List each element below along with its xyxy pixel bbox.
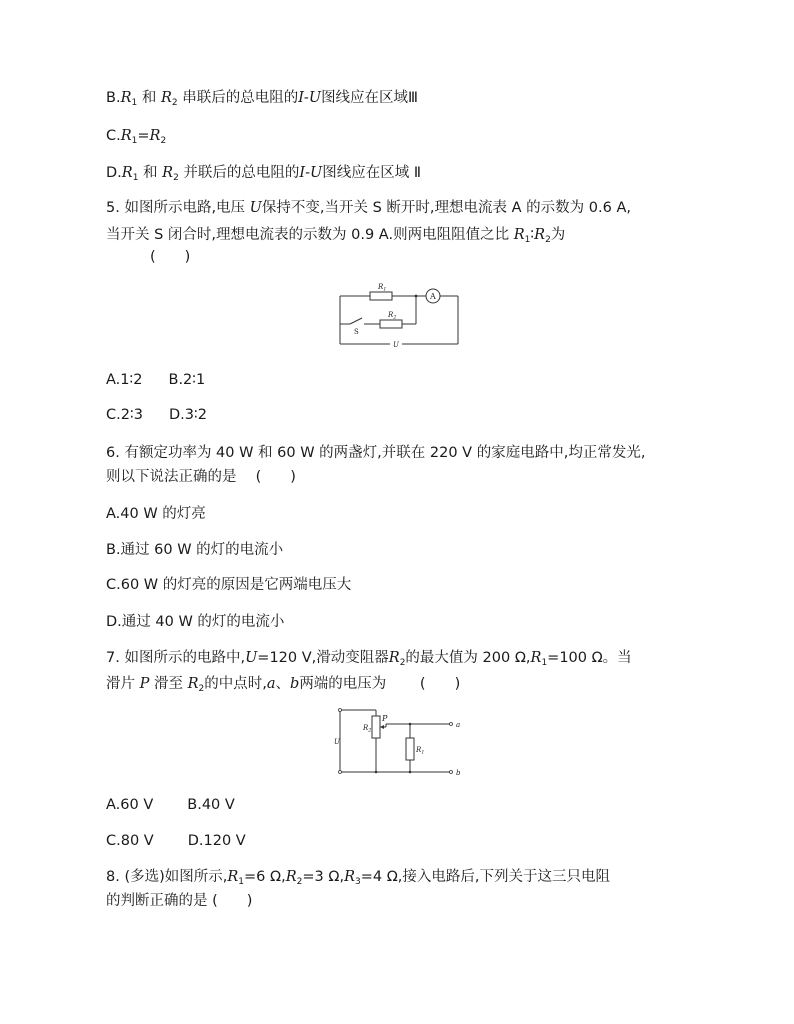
text: 8. (多选)如图所示, bbox=[106, 869, 228, 885]
text: 图线应在区域 Ⅱ bbox=[322, 165, 422, 181]
text: =100 Ω。当 bbox=[547, 650, 632, 666]
sub-1: 1 bbox=[541, 658, 548, 668]
option-d-prev bbox=[106, 163, 421, 188]
ratio: ∶ bbox=[530, 227, 535, 243]
sub-2: 2 bbox=[160, 136, 167, 146]
text: 和 bbox=[143, 165, 158, 181]
text: 两端的电压为 ( ) bbox=[299, 676, 461, 692]
r2-sub: 2 bbox=[368, 727, 372, 734]
symbol-r2: R bbox=[285, 869, 297, 885]
text: A.40 W 的灯亮 bbox=[106, 506, 206, 522]
q7-option-b: B.40 V bbox=[187, 797, 235, 813]
sub-1: 1 bbox=[524, 235, 531, 245]
q6-line1 bbox=[106, 443, 645, 463]
r1-label: R bbox=[416, 746, 422, 754]
sub-2: 2 bbox=[173, 173, 179, 183]
r1-sub: 1 bbox=[421, 749, 425, 756]
q7-option-d: D.120 V bbox=[187, 833, 246, 849]
circuit-diagram bbox=[330, 704, 466, 780]
symbol-u: U bbox=[249, 200, 262, 216]
option-label: B. bbox=[106, 90, 121, 106]
q6-option-d bbox=[106, 612, 284, 632]
text: =4 Ω,接入电路后,下列关于这三只电阻 bbox=[360, 869, 610, 885]
sub-1: 1 bbox=[131, 136, 138, 146]
symbol-r3: R bbox=[344, 869, 355, 885]
q8-line1 bbox=[106, 867, 610, 892]
text: 图线应在区域Ⅲ bbox=[321, 90, 419, 106]
circuit-diagram bbox=[330, 278, 466, 354]
terminal-b: b bbox=[456, 769, 461, 777]
q6-option-c bbox=[106, 575, 351, 595]
iu-symbol: I-U bbox=[299, 165, 323, 181]
voltage-label: U bbox=[334, 738, 340, 746]
q7-option-a: A.60 V bbox=[106, 797, 154, 813]
iu-symbol: I-U bbox=[298, 90, 322, 106]
sub-2: 2 bbox=[545, 235, 551, 245]
ammeter-label: A bbox=[430, 292, 436, 301]
q7-options-row1 bbox=[106, 795, 235, 815]
q7-options-row2 bbox=[106, 831, 246, 851]
q7-circuit-figure bbox=[330, 704, 466, 780]
symbol-r2: R bbox=[149, 128, 161, 144]
symbol-r1: R bbox=[121, 165, 133, 181]
text: 7. 如图所示的电路中, bbox=[106, 650, 246, 666]
sub-3: 3 bbox=[354, 877, 361, 887]
q6-option-b bbox=[106, 540, 283, 560]
text: =6 Ω, bbox=[244, 869, 286, 885]
q8-line2 bbox=[106, 891, 252, 911]
text: =3 Ω, bbox=[302, 869, 345, 885]
svg-text:R1 bbox=[415, 746, 424, 756]
symbol-r1: R bbox=[120, 128, 132, 144]
text: =120 V,滑动变阻器 bbox=[257, 650, 389, 666]
option-b-prev bbox=[106, 88, 418, 113]
symbol-r1: R bbox=[530, 650, 542, 666]
symbol-a: a bbox=[266, 676, 276, 692]
sub-2: 2 bbox=[296, 877, 303, 887]
svg-text:R1 bbox=[377, 283, 386, 293]
sub-2: 2 bbox=[198, 684, 205, 694]
text: 滑片 bbox=[106, 676, 135, 692]
svg-text:R2 bbox=[387, 311, 396, 321]
r1-sub: 1 bbox=[383, 286, 387, 293]
slider-label: P bbox=[382, 714, 388, 723]
option-label: C. bbox=[106, 128, 121, 144]
q7-option-c: C.80 V bbox=[106, 833, 154, 849]
q6-option-a bbox=[106, 504, 206, 524]
sub-2: 2 bbox=[171, 98, 178, 108]
text: 6. 有额定功率为 40 W 和 60 W 的两盏灯,并联在 220 V 的家庭电路中,均正常发光, bbox=[106, 445, 646, 461]
r1-label: R bbox=[378, 283, 384, 291]
sub-1: 1 bbox=[238, 877, 245, 887]
text: 为 bbox=[550, 227, 566, 243]
text: C.60 W 的灯亮的原因是它两端电压大 bbox=[106, 577, 352, 593]
q6-line2 bbox=[106, 467, 296, 487]
symbol-r1: R bbox=[513, 227, 525, 243]
r2-label: R bbox=[388, 311, 394, 319]
text: 、 bbox=[275, 676, 291, 692]
text: B.通过 60 W 的灯的电流小 bbox=[106, 542, 284, 558]
text: 5. 如图所示电路,电压 bbox=[106, 200, 246, 216]
sub-2: 2 bbox=[399, 658, 406, 668]
symbol-r2: R bbox=[187, 676, 199, 692]
text: 保持不变,当开关 S 断开时,理想电流表 A 的示数为 0.6 A, bbox=[261, 200, 631, 216]
option-c-prev bbox=[106, 126, 166, 151]
switch-label: S bbox=[354, 328, 359, 336]
q5-options-row2 bbox=[106, 405, 207, 425]
text: 并联后的总电阻的 bbox=[183, 165, 300, 181]
q7-line1 bbox=[106, 648, 632, 673]
q7-line2 bbox=[106, 674, 460, 699]
q5-line1 bbox=[106, 198, 631, 218]
symbol-u: U bbox=[245, 650, 258, 666]
symbol-p: P bbox=[139, 676, 150, 692]
answer-paren: ( ) bbox=[150, 249, 191, 265]
q5-option-a: A.1∶2 bbox=[106, 372, 143, 388]
q5-option-b: B.2∶1 bbox=[168, 372, 206, 388]
sub-1: 1 bbox=[132, 173, 139, 183]
text: 滑至 bbox=[153, 676, 183, 692]
text: 则以下说法正确的是 ( ) bbox=[106, 469, 296, 485]
symbol-r2: R bbox=[534, 227, 546, 243]
r2-label: R bbox=[363, 724, 369, 732]
symbol-r2: R bbox=[160, 90, 172, 106]
text: 的中点时, bbox=[204, 676, 267, 692]
r2-sub: 2 bbox=[393, 314, 397, 321]
voltage-label: U bbox=[393, 341, 399, 349]
symbol-b: b bbox=[290, 676, 300, 692]
q5-options-row1 bbox=[106, 370, 205, 390]
text: 的最大值为 200 Ω, bbox=[405, 650, 531, 666]
svg-text:R2 bbox=[362, 724, 371, 734]
option-label: D. bbox=[106, 165, 122, 181]
text: 和 bbox=[141, 90, 157, 106]
sub-1: 1 bbox=[131, 98, 138, 108]
q5-option-c: C.2∶3 bbox=[106, 407, 143, 423]
equals: = bbox=[137, 128, 150, 144]
q5-option-d: D.3∶2 bbox=[168, 407, 207, 423]
terminal-a: a bbox=[456, 721, 461, 729]
symbol-r1: R bbox=[227, 869, 239, 885]
text: 当开关 S 闭合时,理想电流表的示数为 0.9 A.则两电阻阻值之比 bbox=[106, 227, 510, 243]
text: D.通过 40 W 的灯的电流小 bbox=[106, 614, 285, 630]
symbol-r2: R bbox=[162, 165, 174, 181]
text: 的判断正确的是 ( ) bbox=[106, 893, 253, 909]
q5-paren bbox=[150, 247, 190, 267]
symbol-r2: R bbox=[388, 650, 400, 666]
symbol-r1: R bbox=[120, 90, 132, 106]
text: 串联后的总电阻的 bbox=[182, 90, 299, 106]
q5-circuit-figure bbox=[330, 278, 466, 354]
